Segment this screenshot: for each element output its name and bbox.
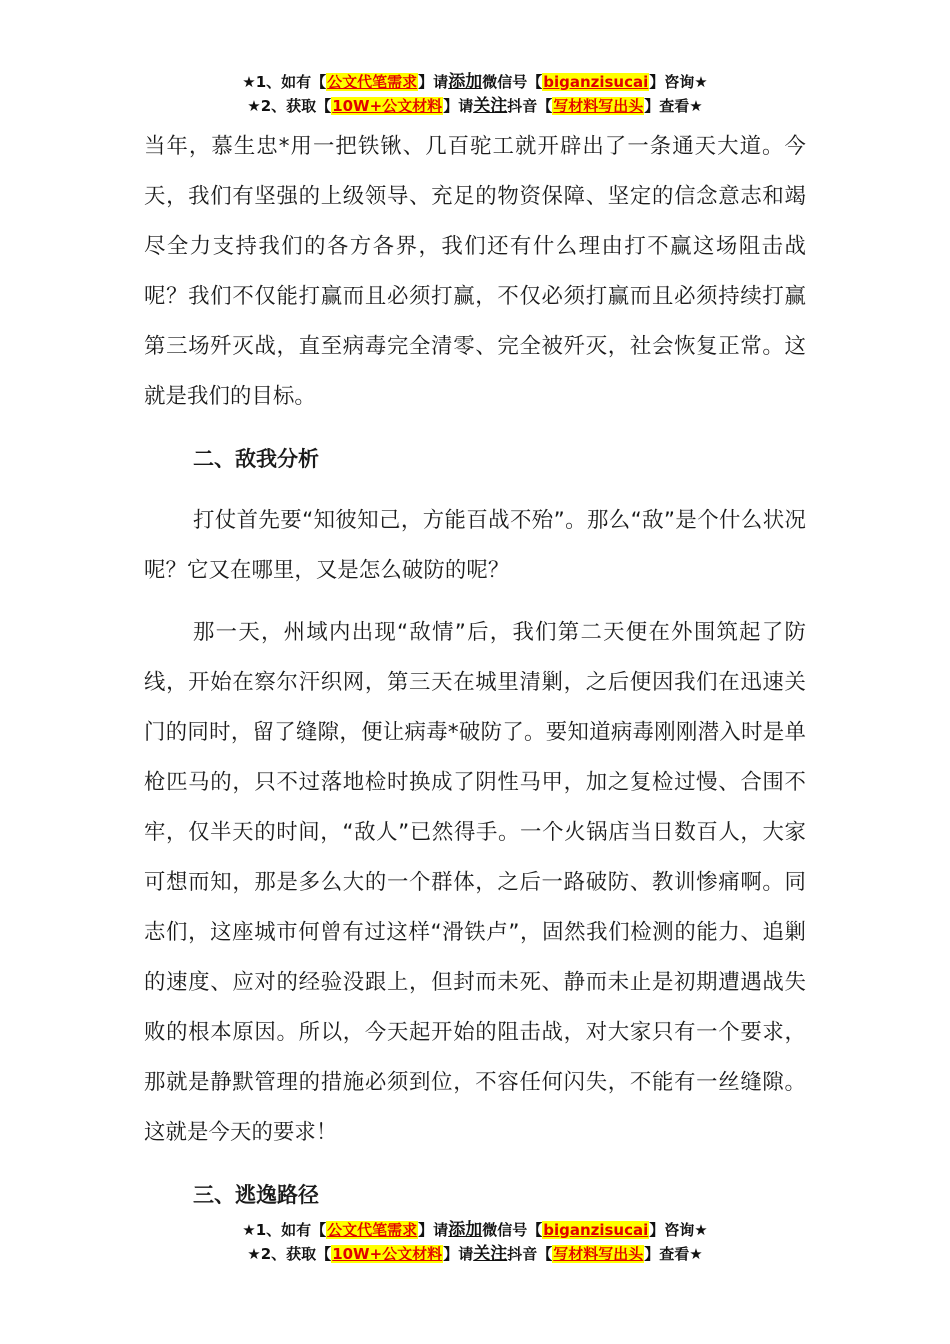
banner-highlight: 写材料写出头	[553, 1245, 644, 1263]
banner-emphasis: 关注	[473, 96, 508, 116]
banner-highlight: 10W+公文材料	[332, 97, 443, 115]
banner-text: 】查看★	[644, 1245, 703, 1263]
banner-emphasis: 关注	[473, 1244, 508, 1264]
banner-emphasis: 添加	[448, 72, 483, 92]
section-heading: 二、敌我分析	[193, 447, 319, 471]
banner-text: ★1、如有【	[242, 1221, 327, 1239]
banner-text: ★2、获取【	[247, 97, 332, 115]
banner-text: ★2、获取【	[247, 1245, 332, 1263]
banner-text: 】请	[418, 73, 449, 91]
banner-text: 】查看★	[644, 97, 703, 115]
banner-highlight: 10W+公文材料	[332, 1245, 443, 1263]
banner-text: 】请	[418, 1221, 449, 1239]
banner-text: 】咨询★	[649, 73, 708, 91]
banner-text: 】请	[443, 1245, 474, 1263]
banner-text: 抖音【	[507, 1245, 553, 1263]
banner-text: ★1、如有【	[242, 73, 327, 91]
bottom-banner	[0, 1218, 950, 1266]
banner-highlight: 写材料写出头	[553, 97, 644, 115]
banner-text: 抖音【	[507, 97, 553, 115]
banner-highlight: 公文代笔需求	[327, 1221, 418, 1239]
banner-line-1	[0, 1218, 950, 1242]
document-body	[144, 122, 806, 1232]
banner-highlight: biganzisucai	[543, 73, 649, 91]
top-banner	[0, 70, 950, 118]
banner-highlight: 公文代笔需求	[327, 73, 418, 91]
banner-emphasis: 添加	[448, 1220, 483, 1240]
banner-line-1	[0, 70, 950, 94]
paragraph: 打仗首先要“知彼知己，方能百战不殆”。那么“敌”是个什么状况呢？它又在哪里，又是怎么破防的呢？	[144, 508, 806, 583]
banner-text: 微信号【	[482, 1221, 543, 1239]
paragraph: 那一天，州域内出现“敌情”后，我们第二天便在外围筑起了防线，开始在察尔汗织网，第三天在城里清剿，之后便因我们在迅速关门的同时，留了缝隙，便让病毒*破防了。要知道病毒刚刚潜入时是单枪匹马的，只不过落地检时换成了阴性马甲，加之复检过慢、合围不牢，仅半天的时间，“敌人”已然得手。一个火锅店当日数百人，大家可想而知，那是多么大的一个群体，之后一路破防、教训惨痛啊。同志们，这座城市何曾有过这样“滑铁卢”，固然我们检测的能力、追剿的速度、应对的经验没跟上，但封而未死、静而未止是初期遭遇战失败的根本原因。所以，今天起开始的阻击战，对大家只有一个要求，那就是静默管理的措施必须到位，不容任何闪失，不能有一丝缝隙。这就是今天的要求！	[144, 620, 806, 1145]
banner-line-2	[0, 94, 950, 118]
banner-text: 】咨询★	[649, 1221, 708, 1239]
section-heading: 三、逃逸路径	[193, 1183, 319, 1207]
banner-line-2	[0, 1242, 950, 1266]
banner-highlight: biganzisucai	[543, 1221, 649, 1239]
banner-text: 微信号【	[482, 73, 543, 91]
banner-text: 】请	[443, 97, 474, 115]
paragraph: 当年，慕生忠*用一把铁锹、几百驼工就开辟出了一条通天大道。今天，我们有坚强的上级领导、充足的物资保障、坚定的信念意志和竭尽全力支持我们的各方各界，我们还有什么理由打不赢这场阻击战呢？我们不仅能打赢而且必须打赢，不仅必须打赢而且必须持续打赢第三场歼灭战，直至病毒完全清零、完全被歼灭，社会恢复正常。这就是我们的目标。	[144, 134, 806, 409]
